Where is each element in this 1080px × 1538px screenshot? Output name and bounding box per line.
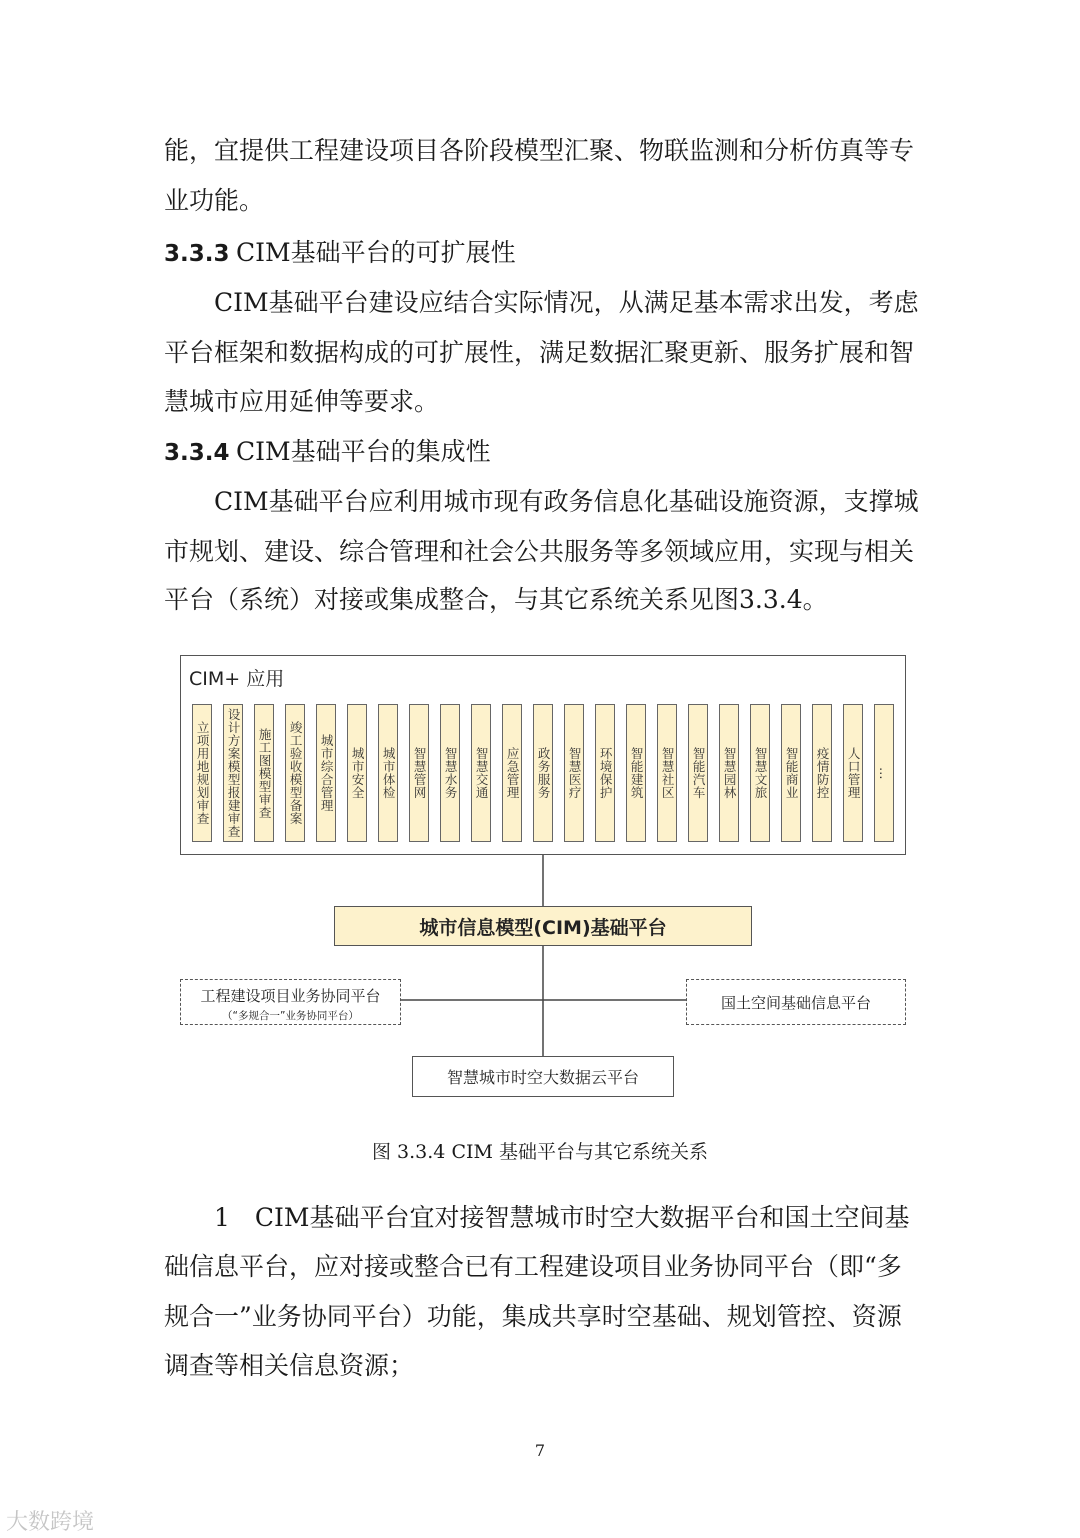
app-item-label: 智慧社区 <box>660 747 676 799</box>
app-item <box>812 704 832 842</box>
app-item <box>471 704 491 842</box>
paragraph-top-line-1: 能，宜提供工程建设项目各阶段模型汇聚、物联监测和分析仿真等专 <box>164 136 915 165</box>
app-item <box>564 704 584 842</box>
cim-plus-applications-box <box>180 655 906 855</box>
app-item-label: 智慧园林 <box>722 747 738 799</box>
app-item <box>750 704 770 842</box>
paragraph-1-line-4: 调查等相关信息资源； <box>164 1351 415 1380</box>
paragraph-1-line-3: 规合一”业务协同平台）功能，集成共享时空基础、规划管控、资源 <box>164 1302 902 1331</box>
paragraph-334-line-2: 市规划、建设、综合管理和社会公共服务等多领域应用，实现与相关 <box>164 537 915 566</box>
engineering-collab-platform-subtitle: （“多规合一”业务协同平台） <box>222 1010 359 1022</box>
app-item <box>316 704 336 842</box>
app-item-label: 城市体检 <box>381 747 397 799</box>
paragraph-333-line-3: 慧城市应用延伸等要求。 <box>164 387 440 416</box>
paragraph-top-line-2: 业功能。 <box>164 186 265 215</box>
app-item-label: 智能建筑 <box>629 747 645 799</box>
app-item-label: 设计方案模型报建审查 <box>226 708 242 838</box>
app-item-label: 智慧医疗 <box>567 747 583 799</box>
app-item <box>409 704 429 842</box>
page-number: 7 <box>534 1441 546 1460</box>
app-item <box>223 704 243 842</box>
section-title: CIM基础平台的集成性 <box>236 437 491 466</box>
apps-title: CIM+ 应用 <box>189 668 285 690</box>
app-item-label: 智能商业 <box>784 747 800 799</box>
app-item <box>347 704 367 842</box>
section-heading-3-3-3 <box>164 233 516 269</box>
paragraph-1-line-1: 1 CIM基础平台宜对接智慧城市时空大数据平台和国土空间基 <box>214 1203 910 1232</box>
smart-city-bigdata-cloud-platform: 智慧城市时空大数据云平台 <box>412 1056 674 1097</box>
app-item <box>843 704 863 842</box>
app-item-label: 智慧文旅 <box>753 747 769 799</box>
engineering-collab-platform <box>180 979 401 1025</box>
app-item-label: 竣工验收模型备案 <box>288 721 304 825</box>
section-number: 3.3.4 <box>164 440 230 466</box>
app-item <box>192 704 212 842</box>
app-item <box>657 704 677 842</box>
app-item <box>502 704 522 842</box>
app-item-label: 智能汽车 <box>691 747 707 799</box>
app-item-label: … <box>877 766 893 780</box>
app-item <box>378 704 398 842</box>
app-item-label: 智慧管网 <box>412 747 428 799</box>
app-item <box>781 704 801 842</box>
watermark-logo: 大数跨境 <box>6 1510 95 1535</box>
paragraph-333-line-1: CIM基础平台建设应结合实际情况，从满足基本需求出发，考虑 <box>214 288 919 317</box>
app-item <box>719 704 739 842</box>
app-item <box>254 704 274 842</box>
paragraph-1-line-2: 础信息平台，应对接或整合已有工程建设项目业务协同平台（即“多 <box>164 1252 902 1281</box>
figure-caption: 图 3.3.4 CIM 基础平台与其它系统关系 <box>372 1141 708 1163</box>
section-heading-3-3-4 <box>164 432 491 468</box>
section-title: CIM基础平台的可扩展性 <box>236 238 516 267</box>
app-item-label: 智慧水务 <box>443 747 459 799</box>
section-number: 3.3.3 <box>164 241 230 267</box>
app-item <box>595 704 615 842</box>
app-item <box>874 704 894 842</box>
app-item-label: 环境保护 <box>598 747 614 799</box>
engineering-collab-platform-title: 工程建设项目业务协同平台 <box>200 987 381 1005</box>
app-item <box>285 704 305 842</box>
app-item-label: 疫情防控 <box>815 747 831 799</box>
app-item <box>533 704 553 842</box>
app-item-label: 立项用地规划审查 <box>195 721 211 825</box>
app-item <box>688 704 708 842</box>
paragraph-334-line-3: 平台（系统）对接或集成整合，与其它系统关系见图3.3.4。 <box>164 585 828 614</box>
app-item-label: 施工图模型审查 <box>257 727 273 819</box>
app-item-label: 人口管理 <box>846 747 862 799</box>
app-item <box>626 704 646 842</box>
app-item-label: 政务服务 <box>536 747 552 799</box>
land-space-info-platform: 国土空间基础信息平台 <box>686 979 906 1025</box>
app-item-label: 应急管理 <box>505 747 521 799</box>
paragraph-334-line-1: CIM基础平台应利用城市现有政务信息化基础设施资源，支撑城 <box>214 487 919 516</box>
cim-base-platform: 城市信息模型(CIM)基础平台 <box>334 906 752 946</box>
app-item-label: 城市安全 <box>350 747 366 799</box>
app-item-label: 智慧交通 <box>474 747 490 799</box>
paragraph-333-line-2: 平台框架和数据构成的可扩展性，满足数据汇聚更新、服务扩展和智 <box>164 338 915 367</box>
app-item <box>440 704 460 842</box>
app-item-label: 城市综合管理 <box>319 734 335 812</box>
